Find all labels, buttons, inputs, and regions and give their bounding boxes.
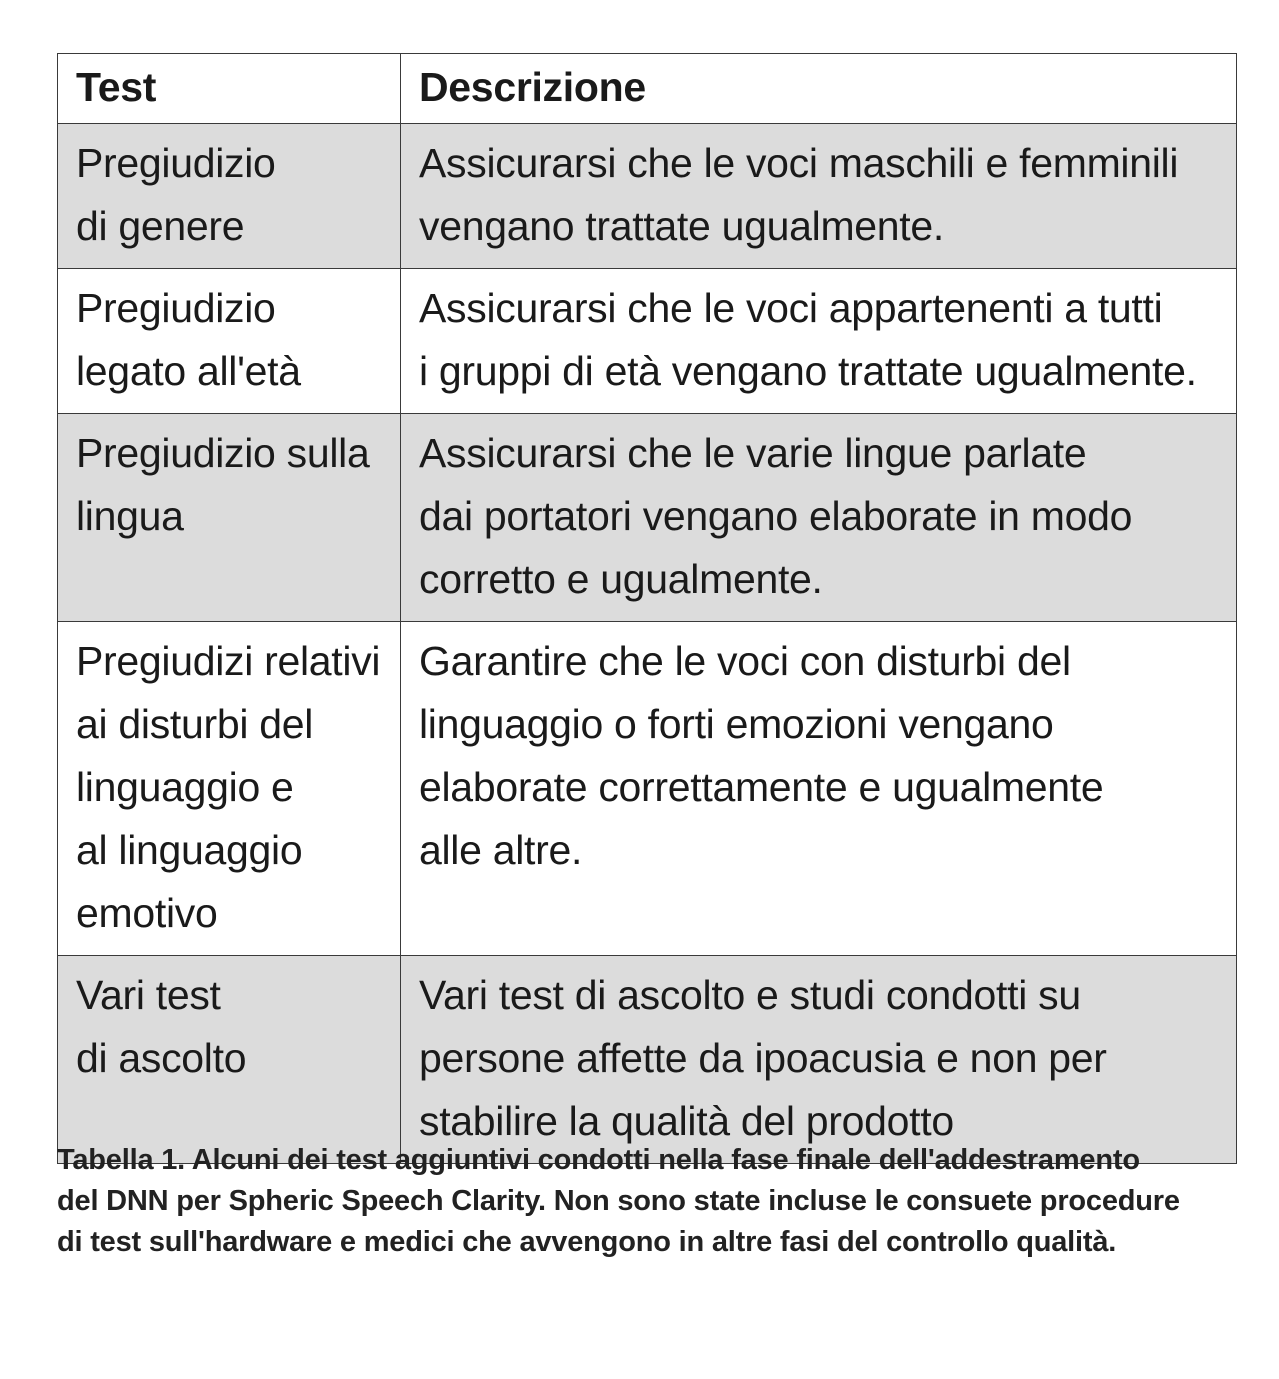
table-row: [58, 124, 1237, 269]
cell-test: [58, 956, 401, 1164]
table-row: [58, 622, 1237, 956]
test-description: Assicurarsi che le voci appartenenti a tutti i gruppi di età vengano trattate ugualmente.: [419, 285, 1197, 394]
table-row: [58, 414, 1237, 622]
test-description: Vari test di ascolto e studi condotti su persone affette da ipoacusia e non per stabilire la qualità del prodotto: [419, 972, 1107, 1144]
cell-test: [58, 124, 401, 269]
test-description: Assicurarsi che le varie lingue parlate dai portatori vengano elaborate in modo corretto e ugualmente.: [419, 430, 1133, 602]
test-description: Assicurarsi che le voci maschili e femminili vengano trattate ugualmente.: [419, 140, 1179, 249]
test-description: Garantire che le voci con disturbi del linguaggio o forti emozioni vengano elaborate correttamente e ugualmente alle altre.: [419, 638, 1104, 873]
table-header-row: [58, 54, 1237, 124]
cell-description: [401, 124, 1237, 269]
table-row: [58, 269, 1237, 414]
table-caption: Tabella 1. Alcuni dei test aggiuntivi condotti nella fase finale dell'addestramento del DNN per Spheric Speech Clarity. Non sono state incluse le consuete procedure di test sull'hardware e medici che avvengono in altre fasi del controllo qualità.: [57, 1144, 1180, 1258]
cell-description: [401, 414, 1237, 622]
cell-description: [401, 956, 1237, 1164]
cell-test: [58, 269, 401, 414]
cell-test: [58, 414, 401, 622]
test-name: Pregiudizi relativi ai disturbi del linguaggio e al linguaggio emotivo: [76, 638, 381, 936]
test-name: Pregiudizio sulla lingua: [76, 430, 370, 539]
tests-table: [57, 53, 1237, 1164]
cell-description: [401, 269, 1237, 414]
test-name: Pregiudizio di genere: [76, 140, 276, 249]
header-description: Descrizione: [401, 54, 1237, 124]
cell-description: [401, 622, 1237, 956]
test-name: Pregiudizio legato all'età: [76, 285, 301, 394]
cell-test: [58, 622, 401, 956]
table-row: [58, 956, 1237, 1164]
test-name: Vari test di ascolto: [76, 972, 247, 1081]
header-test: Test: [58, 54, 401, 124]
